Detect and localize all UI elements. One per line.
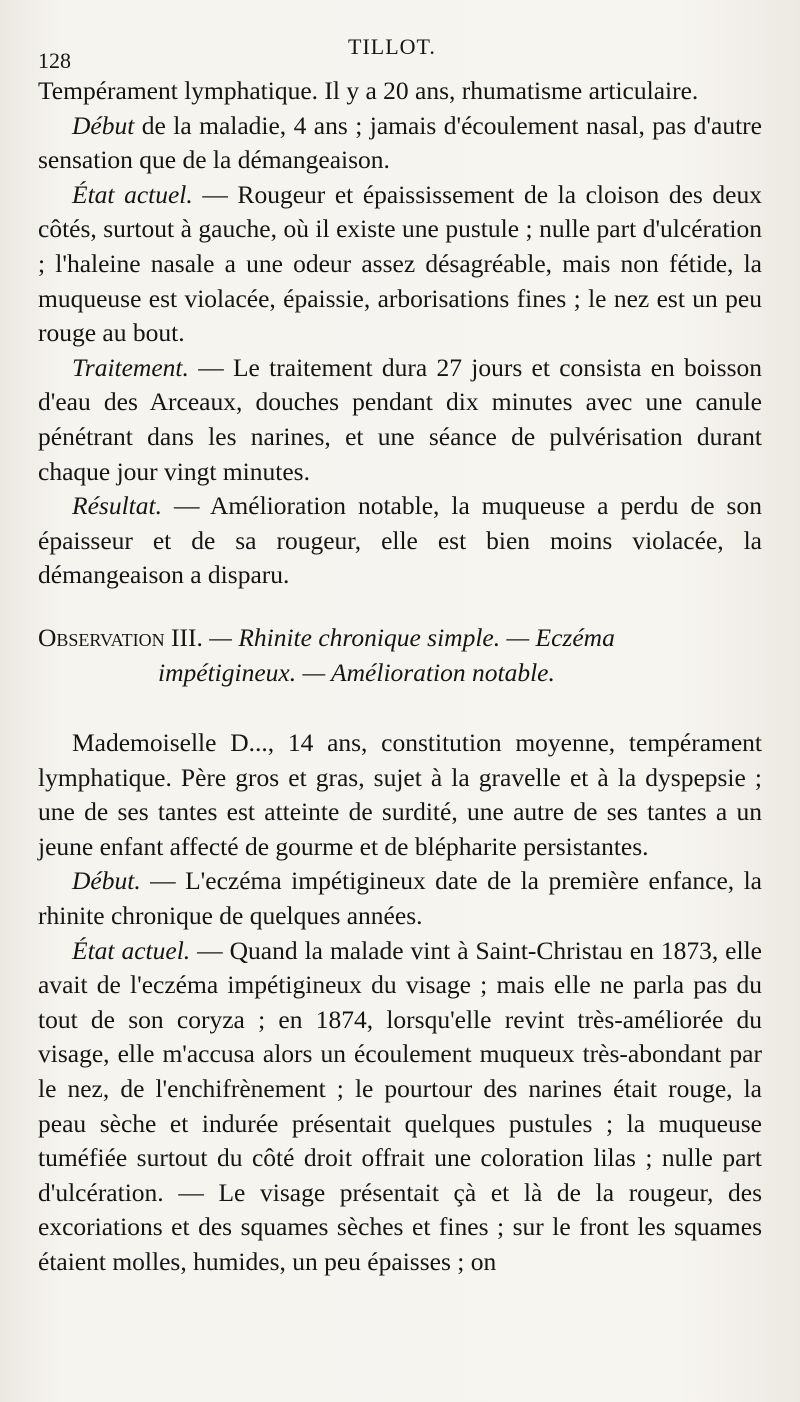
paragraph-temperament: Tempérament lymphatique. Il y a 20 ans, rhumatisme articulaire. [38, 76, 699, 105]
text-etat-actuel: — Rougeur et épaississement de la cloison des deux côtés, surtout à gauche, où il existe une pustule ; nulle part d'ulcération ; l'haleine nasale a une odeur assez désagréable, mais non fétide, la muqueuse est violacée, épaissie, arborisations fines ; le nez est un peu rouge au bout. [38, 179, 762, 348]
text-debut: de la maladie, 4 ans ; jamais d'écoulement nasal, pas d'autre sensation que de la démangeaison. [38, 110, 762, 175]
observation-title-part1: — Rhinite chronique simple. — Eczéma [202, 622, 615, 652]
label-traitement: Traitement. [72, 352, 189, 382]
label-debut: Début [72, 110, 135, 140]
observation-heading [38, 621, 762, 690]
running-head [38, 34, 762, 74]
observation-number: Observation III. [38, 622, 203, 652]
observation-title-part2: impétigineux. — Amélioration notable. [158, 657, 555, 687]
text-debut-obs3: — L'eczéma impétigineux date de la première enfance, la rhinite chronique de quelques années. [38, 866, 762, 931]
paragraph-etat-actuel [38, 178, 762, 351]
label-etat-actuel: État actuel. [72, 179, 193, 209]
paragraph-resultat [38, 489, 762, 593]
label-debut-obs3: Début. [72, 866, 141, 896]
text-traitement: — Le traitement dura 27 jours et consista en boisson d'eau des Arceaux, douches pendant dix minutes avec une canule pénétrant dans les narines, et une séance de pulvérisation durant chaque jour vingt minutes. [38, 352, 762, 486]
page-number: 128 [38, 48, 71, 73]
label-etat-actuel-obs3: État actuel. [72, 935, 191, 965]
observation-heading-line1 [38, 621, 762, 656]
text-resultat: — Amélioration notable, la muqueuse a perdu de son épaisseur et de sa rougeur, elle est bien moins violacée, la démangeaison a disparu. [38, 491, 762, 590]
label-resultat: Résultat. [72, 491, 162, 521]
paragraph-patient: Mademoiselle D..., 14 ans, constitution moyenne, tempérament lymphatique. Père gros et gras, sujet à la gravelle et à la dyspepsie ; une de ses tantes est atteinte de surdité, une autre de ses tantes a un jeune enfant affecté de gourme et de blépharite persistantes. [38, 728, 762, 861]
paragraph-debut-obs3 [38, 864, 762, 933]
running-title: TILLOT. [348, 34, 436, 59]
text-etat-actuel-obs3: — Quand la malade vint à Saint-Christau en 1873, elle avait de l'eczéma impétigineux du visage ; mais elle ne parla pas du tout de son coryza ; en 1874, lorsqu'elle revint très-améliorée du visage, elle m'accusa alors un écoulement muqueux très-abondant par le nez, de l'enchifrènement ; le pourtour des narines était rouge, la peau sèche et indurée présentait quelques pustules ; la muqueuse tuméfiée surtout du côté droit offrait une coloration lilas ; nulle part d'ulcération. — Le visage présentait çà et là de la rougeur, des excoriations et des squames sèches et fines ; sur le front les squames étaient molles, humides, un peu épaisses ; on [38, 935, 762, 1276]
paragraph-debut [38, 109, 762, 178]
paragraph-etat-actuel-obs3 [38, 934, 762, 1280]
paragraph-traitement [38, 351, 762, 489]
